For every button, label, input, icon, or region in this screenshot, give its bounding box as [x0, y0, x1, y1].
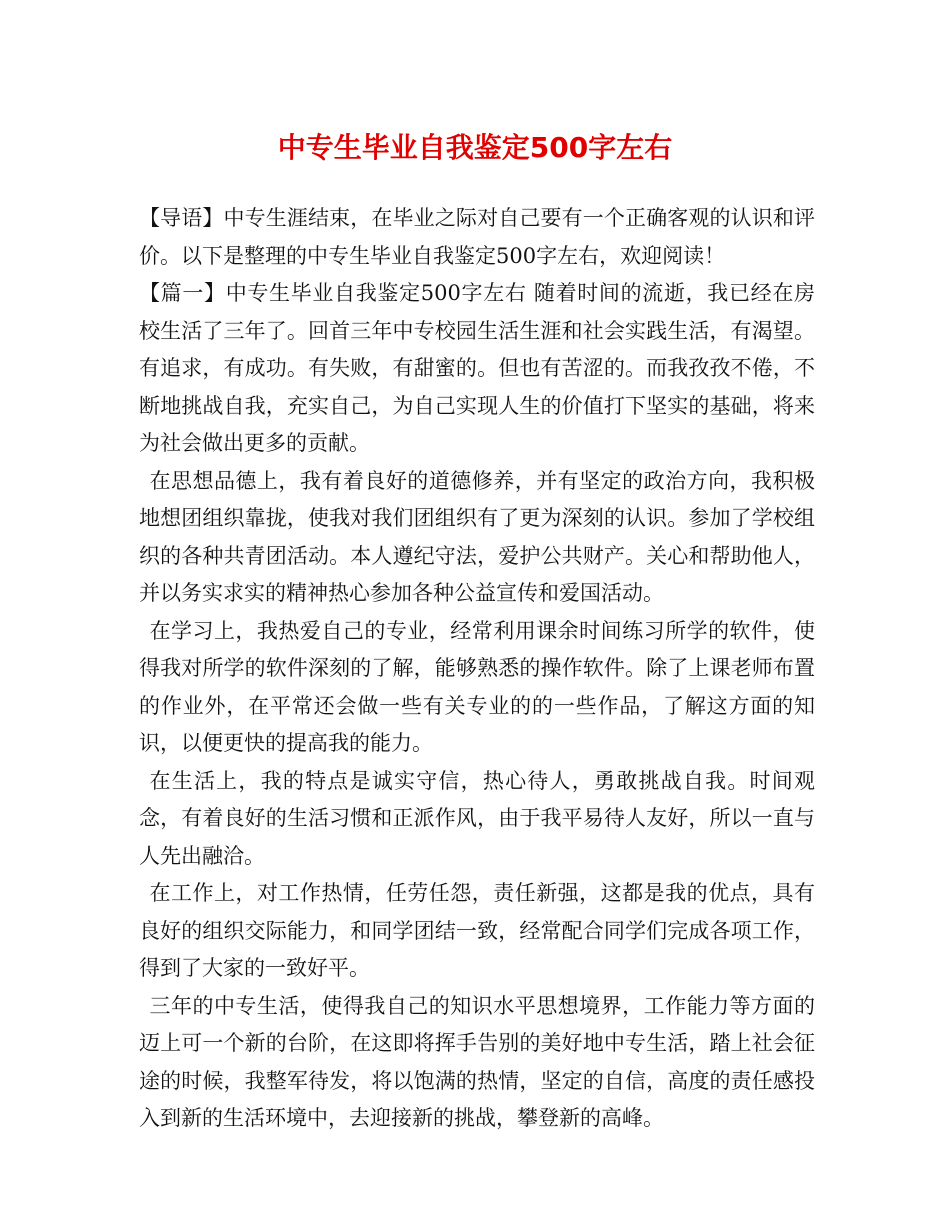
intro-paragraph: 【导语】中专生涯结束，在毕业之际对自己要有一个正确客观的认识和评价。以下是整理的中专生毕业自我鉴定500字左右，欢迎阅读！	[139, 206, 815, 268]
document-body	[139, 200, 815, 1138]
conclusion-paragraph: 三年的中专生活，使得我自己的知识水平思想境界，工作能力等方面的迈上可一个新的台阶，在这即将挥手告别的美好地中专生活，踏上社会征途的时候，我整军待发，将以饱满的热情，坚定的自信，高度的责任感投入到新的生活环境中，去迎接新的挑战，攀登新的高峰。	[139, 993, 815, 1130]
ideology-paragraph: 在思想品德上，我有着良好的道德修养，并有坚定的政治方向，我积极地想团组织靠拢，使我对我们团组织有了更为深刻的认识。参加了学校组织的各种共青团活动。本人遵纪守法，爱护公共财产。关心和帮助他人，并以务实求实的精神热心参加各种公益宣传和爱国活动。	[139, 468, 815, 605]
work-paragraph: 在工作上，对工作热情，任劳任怨，责任新强，这都是我的优点，具有良好的组织交际能力，和同学团结一致，经常配合同学们完成各项工作，得到了大家的一致好平。	[139, 881, 815, 980]
study-paragraph: 在学习上，我热爱自己的专业，经常利用课余时间练习所学的软件，使得我对所学的软件深刻的了解，能够熟悉的操作软件。除了上课老师布置的作业外，在平常还会做一些有关专业的的一些作品，了解这方面的知识，以便更快的提高我的能力。	[139, 618, 815, 755]
life-paragraph: 在生活上，我的特点是诚实守信，热心待人，勇敢挑战自我。时间观念，有着良好的生活习惯和正派作风，由于我平易待人友好，所以一直与人先出融洽。	[139, 768, 815, 868]
section-one-paragraph: 【篇一】中专生毕业自我鉴定500字左右 随着时间的流逝，我已经在房校生活了三年了。回首三年中专校园生活生涯和社会实践生活，有渴望。有追求，有成功。有失败，有甜蜜的。但也有苦涩的。而我孜孜不倦，不断地挑战自我，充实自己，为自己实现人生的价值打下坚实的基础，将来为社会做出更多的贡献。	[139, 281, 815, 455]
document-title: 中专生毕业自我鉴定500字左右	[277, 131, 673, 164]
